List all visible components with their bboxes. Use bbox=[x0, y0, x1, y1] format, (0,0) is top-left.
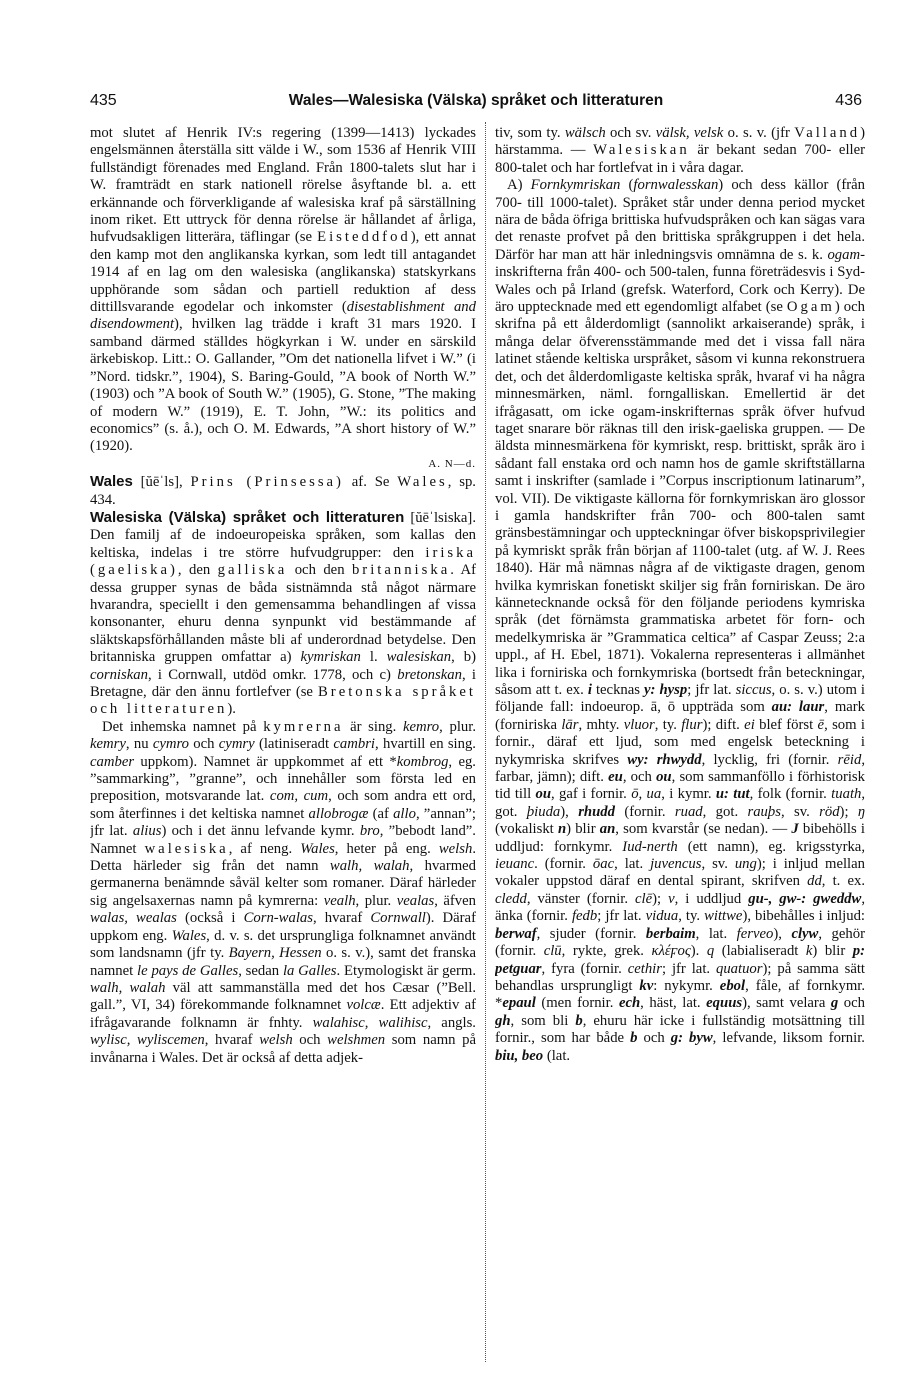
paragraph-fornkymriskan: A) Fornkymriskan (fornwalesskan) och dess källor (från 700- till 1000-talet). Språket står under denna period mycket nära de båda öfriga brittiska hufvudspråken och kan sägas vara det renaste profvet på den brittiska språkgruppen i det hela. Därför har man att här inledningsvis omnämna de s. k. ogam-inskrifterna från 400- och 500-talen, funna företrädesvis i Syd-Wales och på Irland (grefsk. Waterford, Cork och Kerry). De äro upptecknade med ett egendomligt alfabet (se Ogam) och skrifna på ett ålderdomligt (sannolikt arkaiserande) språk, i många delar öfverensstämmande med det i vissa fall nära latinet stående keltiska urspråket, såsom vi kunna rekonstruera det, och det ålderdomligaste keltiska språk, hvaraf vi ha några minnesmärken, näml. forngalliskan. Emellertid är det ifrågasatt, om icke ogam-inskrifternas språk öfver hufvud taget snarare bör räknas till den irisk-gaeliska gruppen. — De äldsta minnesmärkena för kymriskt, resp. brittiskt, språk äro i sådant fall enstaka ord och namn hos de gamle skriftställarna samt i inskrifter (samlade i ”Corpus inscriptionum latinarum”, vol. VII). De viktigaste källorna för fornkymriskan äro glossor i gamla handskrifter från 700- och 800-talen samt gränsbestämningar och uppteckningar öfver biskopsprivilegier på kymriskt språk från början af 1100-talet (utg. af W. J. Rees 1840). Här må nämnas några af de viktigaste dragen, genom hvilka kymriskan fonetiskt skiljer sig från forniriskan. De äro kännetecknande också för den följande periodens kymriska språk (det förnämsta grammatiska arbetet för forn- och medelkymriska är ”Grammatica celtica” af Caspar Zeuss; 2:a uppl., af H. Ebel, 1871). Vokalerna representeras i allmänhet lika i forniriska och fornkymriska (bortsedt från beteckningar, såsom att t. ex. i tecknas y: hysp; jfr lat. siccus, o. s. v.) utom i följande fall: indoeurop. ā, ō uppträda som au: laur, mark (forniriska lār, mhty. vluor, ty. flur); dift. ei blef först ē, som i fornir., däraf ett ljud, som med engelsk beteckning i nykymriska skrifves wy: rhwydd, lycklig, fri (fornir. rēid, farbar, jämn); dift. eu, och ou, som sammanföllo i förhistorisk tid till ou, gaf i fornir. ō, ua, i kymr. u: tut, folk (fornir. tuath, got. þiuda), rhudd (fornir. ruad, got. rauþs, sv. röd); ŋ (vokaliskt n) blir an, som kvarstår (se nedan). — J bibehölls i uddljud: fornkymr. Iud-nerth (ett namn), eg. krigsstyrka, ieuanc. (fornir. ōac, lat. juvencus, sv. ung); i inljud mellan vokaler uppstod däraf en dental spirant, skrifven dd, t. ex. cledd, vänster (fornir. clē); v, i uddljud gu-, gw-: gweddw, änka (fornir. fedb; jfr lat. vidua, ty. wittwe), bibehålles i inljud: berwaf, sjuder (fornir. berbaim, lat. ferveo), clyw, gehör (fornir. clū, rykte, grek. κλέϝος). q (labialiseradt k) blir p: petguar, fyra (fornir. cethir; jfr lat. quatuor); på samma sätt behandlas ursprungligt kv: nykymr. ebol, fåle, af fornkymr. *epaul (men fornir. ech, häst, lat. equus), samt velara g och gh, som bli b, ehuru här icke i fullständig motsättning till fornir., som har både b och g: byw, lefvande, liksom fornir. biu, beo (lat. bbox=[495, 177, 865, 1064]
author-signature: A. N—d. bbox=[428, 457, 476, 470]
column-divider bbox=[485, 122, 487, 1362]
page-header bbox=[90, 92, 862, 114]
paragraph-walesiskan: tiv, som ty. wälsch och sv. välsk, velsk o. s. v. (jfr Valland) härstamma. — Walesiskan är bekant sedan 700- eller 800-talet och har fortlefvat in i våra dagar. bbox=[495, 125, 865, 176]
running-head: Wales—Walesiska (Välska) språket och litteraturen bbox=[288, 92, 664, 109]
entry-heading: Wales bbox=[90, 473, 133, 491]
page-number-left: 435 bbox=[90, 92, 117, 109]
entry-heading: Walesiska (Välska) språket och litteraturen bbox=[90, 508, 405, 526]
paragraph-wales-history: mot slutet af Henrik IV:s regering (1399—1413) lyckades engelsmännen återställa sitt välde i W., som 1536 af Henrik VIII fullständigt förenades med England. Från 1800-talets slut har i W. framträdt en stark nationell rörelse åsyftande bl. a. ett erkännande och förverkligande af walesiska kraf på särställning inom riket. Ett uttryck för denna rörelse är hållandet af årliga, hufvudsakligen litterära, täflingar (se Eisteddfod), ett annat den kamp mot den anglikanska kyrkan, som ledt till antagandet 1914 af en lag om den walesiska (anglikanska) statskyrkans upphörande som sådan och partiell reduktion af dess dittillsvarande egodelar och inkomster (disestablishment and disendowment), hvilken lag trädde i kraft 31 mars 1920. I samband därmed ställdes högkyrkan i W. under en särskild ärkebiskop. Litt.: O. Gallander, ”Om det nationella lifvet i W.” (i ”Nord. tidskr.”, 1904), S. Baring-Gould, ”A book of North W.” (1903) och ”A book of South W.” (1905), G. Stone, ”The making of modern W.” (1919), E. T. John, ”W.: its politics and economics” (s. å.), och O. M. Edwards, ”A short history of W.” (1920). bbox=[90, 125, 476, 455]
entry-wales-prins: Wales [ŭēˈls], Prins (Prinsessa) af. Se Wales, sp. 434. bbox=[90, 473, 476, 508]
paragraph-name-etymology: Det inhemska namnet på kymrerna är sing. kemro, plur. kemry, nu cymro och cymry (latiniseradt cambri, hvartill en sing. camber uppkom). Namnet är uppkommet af ett *kombrog, eg. ”sammarking”, ”granne”, och innehåller som första led en preposition, motsvarande lat. com, cum, och som andra ett ord, som återfinnes i det keltiska namnet allobrogæ (af allo, ”annan”; jfr lat. alius) och i det ännu lefvande kymr. bro, ”bebodt land”. Namnet walesiska, af neng. Wales, heter på eng. welsh. Detta härleder sig från det namn walh, walah, hvarmed germanerna benämnde såväl kelter som romaner. Däraf härleder sig angelsaxernas namn på kymrerna: vealh, plur. vealas, äfven walas, wealas (också i Corn-walas, hvaraf Cornwall). Däraf uppkom eng. Wales, d. v. s. det ursprungliga folknamnet användt som landsnamn (jfr ty. Bayern, Hessen o. s. v.), samt det franska namnet le pays de Galles, sedan la Galles. Etymologiskt är germ. walh, walah väl att sammanställa med det hos Cæsar (”Bell. gall.”, VI, 34) förekommande folknamnet volcæ. Ett adjektiv af ifrågavarande folknamn är fnhty. walahisc, walihisc, angls. wylisc, wyliscemen, hvaraf welsh och welshmen som namn på invånarna i Wales. Det är också af detta adjek- bbox=[90, 718, 476, 1066]
left-column bbox=[90, 125, 476, 1365]
page-number-right: 436 bbox=[835, 92, 862, 109]
entry-walesiska: Walesiska (Välska) språket och litteraturen [ŭēˈlsiska]. Den familj af de indoeuropeiska språken, som kallas den keltiska, indelas i tre större hufvudgrupper: den iriska (gaeliska), den galliska och den britanniska. Af dessa grupper synas de båda sistnämnda stå något närmare hvarandra, speciellt i den gemensamma behandlingen af vissa konsonanter, ehuru denna synpunkt vid bestämmande af släktskapsförhållanden måste bli af underordnad betydelse. Den britanniska gruppen omfattar a) kymriskan l. walesiskan, b) corniskan, i Cornwall, utdöd omkr. 1778, och c) bretonskan, i Bretagne, där den ännu fortlefver (se Bretonska språket och litteraturen). bbox=[90, 508, 476, 718]
right-column bbox=[495, 125, 865, 1365]
